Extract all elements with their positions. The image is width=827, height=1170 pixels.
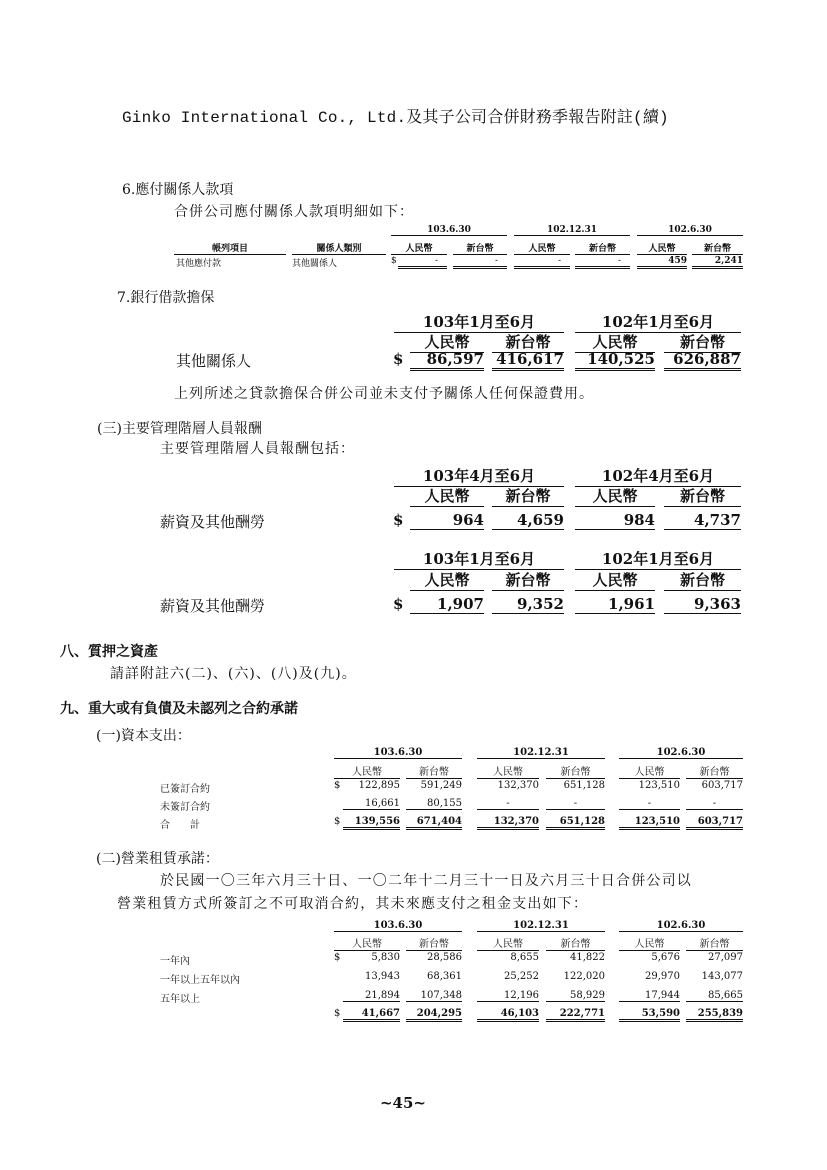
currency-header: 人民幣 — [334, 935, 400, 951]
value-cell: 4,659 — [492, 511, 564, 530]
value-cell: 53,590 — [619, 1008, 680, 1022]
currency-sign: $ — [393, 511, 404, 529]
row-category: 其他關係人 — [292, 259, 338, 269]
page-number: ~45~ — [379, 1094, 426, 1112]
value-cell: - — [686, 798, 743, 810]
value-cell: 603,717 — [701, 780, 743, 791]
currency-header: 人民幣 — [637, 241, 687, 255]
currency-header: 新台幣 — [692, 241, 743, 255]
currency-header: 人民幣 — [575, 331, 655, 353]
period-header: 102年4月至6月 — [575, 465, 741, 487]
row-label: 五年以上 — [160, 994, 200, 1005]
period-header: 103年1月至6月 — [394, 311, 564, 333]
currency-header: 人民幣 — [619, 763, 680, 779]
period-header: 102.6.30 — [619, 920, 743, 932]
value-cell: 17,944 — [619, 990, 680, 1002]
value-cell: - — [546, 798, 605, 810]
value-cell: - — [453, 256, 507, 269]
currency-header: 人民幣 — [514, 241, 570, 255]
lease-text-line-1: 於民國一〇三年六月三十日、一〇二年十二月三十一日及六月三十日合併公司以 — [160, 873, 692, 889]
currency-header: 人民幣 — [334, 763, 400, 779]
period-header: 103.6.30 — [334, 747, 462, 759]
section-3-heading: (三)主要管理階層人員報酬 — [97, 421, 262, 437]
currency-header: 人民幣 — [410, 331, 484, 353]
row-label: 未簽訂合約 — [160, 802, 210, 813]
currency-header: 新台幣 — [492, 569, 564, 591]
section-9-heading: 九、重大或有負債及未認列之合約承諾 — [60, 701, 298, 717]
value-cell: 58,929 — [546, 990, 605, 1002]
value-cell: 222,771 — [546, 1008, 605, 1022]
value-cell: 41,822 — [570, 952, 605, 963]
value-cell: 16,661 — [343, 798, 400, 810]
value-cell: 591,249 — [420, 780, 462, 791]
period-header: 103年4月至6月 — [394, 465, 564, 487]
row-item: 其他應付款 — [176, 259, 222, 269]
row-label: 一年以上五年以內 — [160, 975, 240, 986]
currency-header: 新台幣 — [546, 763, 605, 779]
currency-header: 新台幣 — [664, 485, 741, 507]
value-cell: 27,097 — [708, 952, 743, 963]
period-header: 102.12.31 — [514, 225, 630, 236]
value-cell: 12,196 — [477, 990, 539, 1002]
value-cell: 46,103 — [477, 1008, 539, 1022]
value-cell: 204,295 — [406, 1008, 462, 1022]
value-cell: 5,676 — [651, 952, 680, 963]
value-cell: - — [398, 256, 447, 269]
value-cell: 68,361 — [427, 971, 462, 982]
value-cell: 29,970 — [645, 971, 680, 982]
value-cell: 9,363 — [664, 595, 741, 614]
value-cell: 28,586 — [427, 952, 462, 963]
value-cell: 984 — [575, 511, 655, 530]
value-cell: 1,961 — [575, 595, 655, 614]
section-8-text: 請詳附註六(二)、(六)、(八)及(九)。 — [110, 666, 357, 682]
value-cell: 21,894 — [343, 990, 400, 1002]
currency-header: 新台幣 — [664, 331, 741, 353]
value-cell: 107,348 — [406, 990, 462, 1002]
row-label: 合 計 — [160, 820, 200, 831]
currency-header: 人民幣 — [391, 241, 447, 255]
value-cell: 25,252 — [504, 971, 539, 982]
currency-header: 人民幣 — [619, 935, 680, 951]
currency-header: 新台幣 — [406, 935, 462, 951]
col-header-category: 關係人類別 — [292, 241, 386, 255]
value-cell: 255,839 — [686, 1008, 743, 1022]
value-cell: 416,617 — [492, 350, 564, 371]
section-7-heading: 7.銀行借款擔保 — [117, 290, 215, 306]
period-header: 103.6.30 — [334, 920, 462, 932]
period-header: 102.12.31 — [477, 920, 605, 932]
period-header: 102年1月至6月 — [575, 311, 741, 333]
value-cell: 86,597 — [410, 350, 484, 371]
value-cell: 459 — [637, 256, 687, 269]
period-header: 102.6.30 — [619, 747, 743, 759]
value-cell: 85,665 — [686, 990, 743, 1002]
page-header-title: Ginko International Co., Ltd.及其子公司合併財務季報告附註(續) — [122, 109, 669, 127]
value-cell: 603,717 — [686, 816, 743, 830]
currency-header: 人民幣 — [575, 485, 655, 507]
value-cell: 9,352 — [492, 595, 564, 614]
value-cell: 123,510 — [638, 780, 680, 791]
currency-header: 人民幣 — [477, 763, 539, 779]
value-cell: 964 — [410, 511, 484, 530]
value-cell: 123,510 — [619, 816, 680, 830]
row-label: 其他關係人 — [176, 352, 252, 370]
currency-sign: $ — [334, 816, 341, 827]
guarantee-note: 上列所述之貸款擔保合併公司並未支付予關係人任何保證費用。 — [174, 386, 594, 402]
value-cell: 122,895 — [358, 780, 400, 791]
value-cell: 651,128 — [546, 816, 605, 830]
currency-header: 人民幣 — [477, 935, 539, 951]
currency-sign: $ — [334, 1008, 341, 1019]
value-cell: - — [477, 798, 539, 810]
value-cell: 80,155 — [406, 798, 462, 810]
section-3-intro: 主要管理階層人員報酬包括： — [160, 441, 355, 457]
period-header: 102.12.31 — [477, 747, 605, 759]
value-cell: 41,667 — [343, 1008, 400, 1022]
period-header: 102.6.30 — [637, 225, 743, 236]
currency-header: 新台幣 — [546, 935, 605, 951]
row-label: 一年內 — [160, 956, 190, 967]
col-header-item: 帳列項目 — [174, 241, 286, 255]
currency-header: 新台幣 — [492, 485, 564, 507]
value-cell: 132,370 — [477, 816, 539, 830]
value-cell: 671,404 — [406, 816, 462, 830]
lease-heading: (二)營業租賃承諾： — [96, 851, 219, 867]
currency-header: 新台幣 — [406, 763, 462, 779]
currency-sign: $ — [334, 780, 341, 791]
currency-header: 人民幣 — [575, 569, 655, 591]
currency-header: 新台幣 — [664, 569, 741, 591]
section-8-heading: 八、質押之資產 — [60, 644, 158, 660]
currency-header: 人民幣 — [410, 569, 484, 591]
period-header: 102年1月至6月 — [575, 548, 741, 570]
currency-header: 新台幣 — [686, 935, 743, 951]
value-cell: 132,370 — [497, 780, 539, 791]
section-6-heading: 6.應付關係人款項 — [122, 182, 234, 198]
lease-text-line-2: 營業租賃方式所簽訂之不可取消合約，其未來應支付之租金支出如下： — [117, 896, 589, 912]
capex-heading: (一)資本支出： — [96, 728, 191, 744]
period-header: 103.6.30 — [391, 225, 507, 236]
value-cell: 8,655 — [510, 952, 539, 963]
currency-header: 新台幣 — [575, 241, 630, 255]
value-cell: 139,556 — [343, 816, 400, 830]
currency-sign: $ — [391, 256, 397, 266]
currency-header: 新台幣 — [453, 241, 507, 255]
row-label: 已簽訂合約 — [160, 784, 210, 795]
currency-sign: $ — [393, 350, 404, 368]
currency-header: 人民幣 — [410, 485, 484, 507]
value-cell: 651,128 — [563, 780, 605, 791]
currency-sign: $ — [393, 595, 404, 613]
value-cell: 2,241 — [692, 256, 743, 269]
value-cell: - — [619, 798, 680, 810]
value-cell: 13,943 — [365, 971, 400, 982]
row-label: 薪資及其他酬勞 — [160, 513, 266, 531]
value-cell: 122,020 — [563, 971, 605, 982]
row-label: 薪資及其他酬勞 — [160, 597, 266, 615]
value-cell: - — [575, 256, 630, 269]
value-cell: 4,737 — [664, 511, 741, 530]
currency-sign: $ — [334, 952, 341, 963]
value-cell: 626,887 — [664, 350, 741, 371]
value-cell: 143,077 — [701, 971, 743, 982]
value-cell: - — [514, 256, 570, 269]
value-cell: 5,830 — [371, 952, 400, 963]
currency-header: 新台幣 — [492, 331, 564, 353]
period-header: 103年1月至6月 — [394, 548, 564, 570]
currency-header: 新台幣 — [686, 763, 743, 779]
value-cell: 140,525 — [575, 350, 655, 371]
value-cell: 1,907 — [410, 595, 484, 614]
section-6-intro: 合併公司應付關係人款項明細如下： — [174, 204, 414, 220]
